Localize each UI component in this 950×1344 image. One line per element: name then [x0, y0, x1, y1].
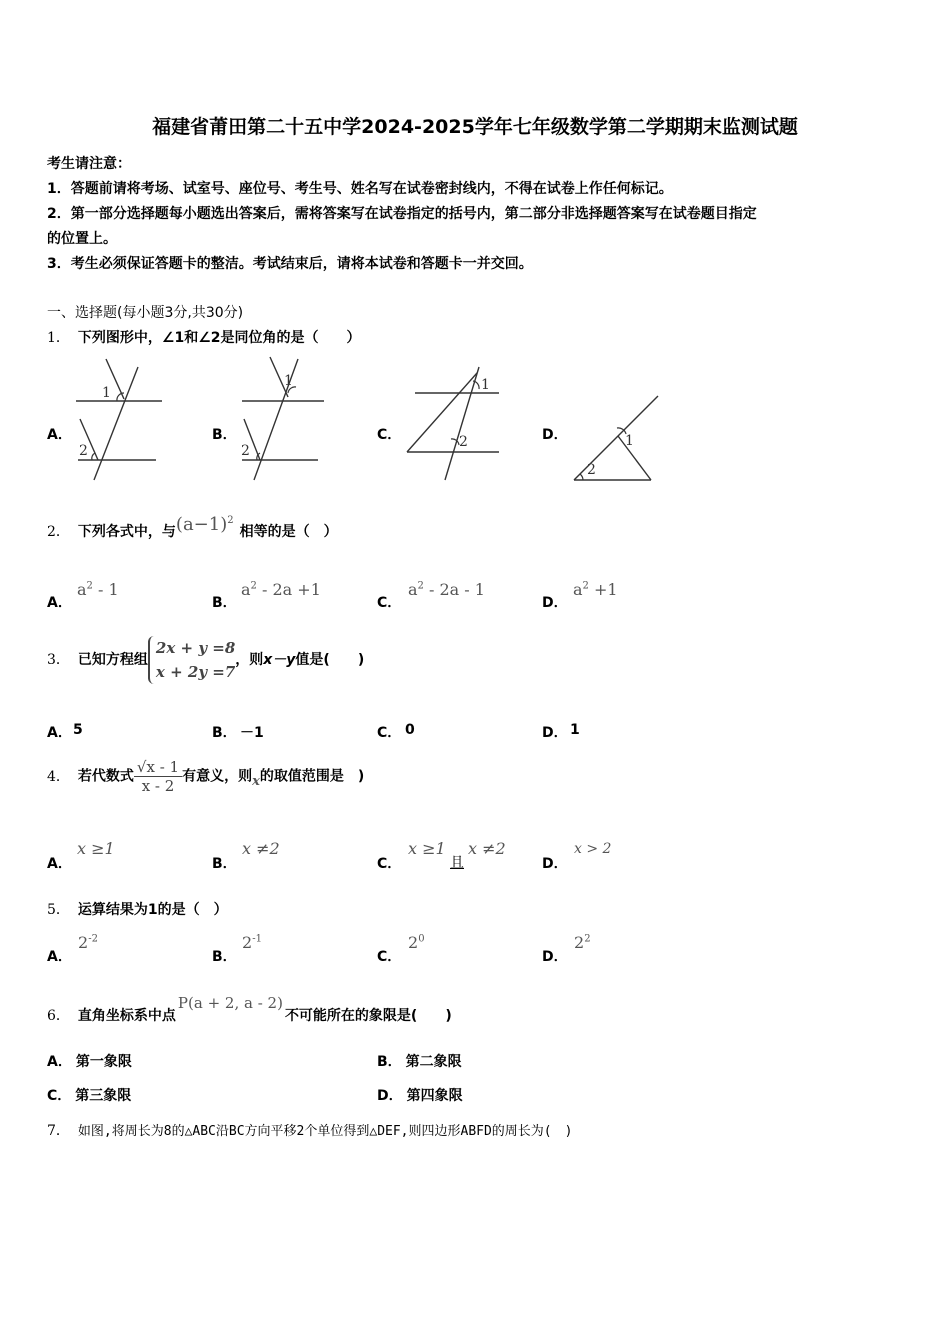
- question-text: 下列图形中，∠1和∠2是同位角的是（ ）: [77, 330, 361, 346]
- angle-2-label: 2: [459, 434, 468, 450]
- option-c-expr-2: x ≠2: [468, 839, 506, 858]
- figure-a: [76, 357, 166, 482]
- notice-heading: 考生请注意：: [47, 156, 131, 172]
- option-label: C．: [377, 949, 402, 965]
- option-d-value: 1: [570, 722, 580, 738]
- question-1: [47, 327, 361, 347]
- angle-1-label: 1: [102, 385, 111, 401]
- option-c-value: 0: [405, 722, 415, 738]
- option-b: B． 第二象限: [377, 1054, 462, 1070]
- question-text: 若代数式: [77, 768, 134, 785]
- question-number: 6．: [47, 1008, 70, 1024]
- option-d: D． 第四象限: [377, 1088, 463, 1104]
- question-7: [47, 1120, 572, 1140]
- option-label: A．: [47, 949, 72, 965]
- figure-d: [570, 390, 665, 485]
- question-number: 3．: [47, 652, 70, 668]
- option-c-expr: x ≥1: [408, 839, 446, 858]
- option-label: A．: [47, 725, 72, 741]
- variable: x: [252, 773, 260, 789]
- option-label: C．: [377, 856, 402, 872]
- question-number: 4．: [47, 768, 70, 785]
- notice-item: 1．答题前请将考场、试室号、座位号、考生号、姓名写在试卷密封线内，不得在试卷上作任何标记。: [47, 181, 673, 197]
- question-text: ，则: [235, 652, 264, 668]
- option-label: D．: [542, 949, 568, 965]
- and-word: 且: [450, 855, 464, 871]
- option-d-expr: x > 2: [574, 841, 612, 857]
- question-4: [47, 758, 364, 795]
- notice-item: 3．考生必须保证答题卡的整洁。考试结束后，请将本试卷和答题卡一并交回。: [47, 256, 533, 272]
- option-label: A．: [47, 595, 72, 611]
- option-d-expr: $2^2$: [574, 933, 591, 952]
- option-label: D．: [542, 856, 568, 872]
- option-label: D．: [542, 595, 568, 611]
- option-a-expr: $2^{-2}$: [78, 933, 98, 952]
- question-text: 有意义，则: [182, 768, 253, 785]
- page-title: 福建省莆田第二十五中学2024-2025学年七年级数学第二学期期末监测试题: [152, 116, 798, 138]
- option-label: B．: [212, 949, 237, 965]
- point-expression: P(a + 2, a - 2): [177, 994, 283, 1012]
- option-label: B．: [212, 725, 237, 741]
- question-text: 已知方程组: [77, 652, 148, 668]
- angle-2-label: 2: [79, 443, 88, 459]
- fraction: $\frac{√x - 1}{x - 2}$: [134, 758, 182, 795]
- expression: x－y: [263, 652, 296, 668]
- question-text: 运算结果为1的是（ ）: [77, 902, 228, 918]
- figure-c: [403, 357, 503, 482]
- angle-1-label: 1: [625, 433, 634, 449]
- question-number: 7．: [47, 1123, 70, 1139]
- notice-item: 的位置上。: [47, 231, 117, 247]
- option-label: C．: [377, 595, 402, 611]
- question-5: [47, 899, 228, 919]
- question-6: [47, 994, 452, 1025]
- angle-2-label: 2: [587, 462, 596, 478]
- option-a-expr: x ≥1: [77, 839, 115, 858]
- question-2: [47, 514, 338, 541]
- option-label: C．: [377, 725, 402, 741]
- option-label: B．: [212, 595, 237, 611]
- option-label: A．: [47, 856, 72, 872]
- option-label: D．: [542, 725, 568, 741]
- angle-1-label: 1: [481, 377, 490, 393]
- option-a: A． 第一象限: [47, 1054, 132, 1070]
- option-label: D．: [542, 427, 568, 443]
- option-c: C． 第三象限: [47, 1088, 132, 1104]
- option-label: A．: [47, 427, 72, 443]
- option-b-value: －1: [240, 725, 264, 741]
- question-text: 如图,将周长为8的△ABC沿BC方向平移2个单位得到△DEF,则四边形ABFD的周长为( ): [77, 1124, 573, 1139]
- notice-item: 2．第一部分选择题每小题选出答案后，需将答案写在试卷指定的括号内，第二部分非选择题答案写在试卷题目指定: [47, 206, 757, 222]
- question-text: 相等的是（ ）: [239, 524, 338, 540]
- question-text: 直角坐标系中点: [77, 1008, 176, 1024]
- question-number: 2．: [47, 524, 70, 540]
- question-text: 下列各式中，与: [77, 524, 176, 540]
- angle-2-label: 2: [241, 443, 250, 459]
- option-c-expr: $a^2 - 2a - 1$: [408, 580, 485, 599]
- option-d-expr: $a^2 +1$: [573, 580, 618, 599]
- option-a-value: 5: [73, 722, 83, 738]
- equation-system: 2x + y =8 x + 2y =7: [148, 636, 235, 684]
- question-text: 的取值范围是 ): [259, 768, 365, 785]
- option-c-expr: $2^0$: [408, 933, 425, 952]
- option-label: B．: [212, 856, 237, 872]
- question-number: 5．: [47, 902, 70, 918]
- expression: $(a-1)^2$: [175, 514, 234, 535]
- question-number: 1．: [47, 330, 70, 346]
- option-label: C．: [377, 427, 402, 443]
- question-text: 不可能所在的象限是( ): [284, 1008, 452, 1024]
- section-heading: 一、选择题(每小题3分,共30分): [47, 305, 244, 321]
- option-b-expr: $a^2 - 2a +1$: [241, 580, 321, 599]
- angle-1-label: 1: [284, 373, 293, 389]
- option-b-expr: x ≠2: [242, 839, 280, 858]
- option-a-expr: $a^2 - 1$: [77, 580, 119, 599]
- option-label: B．: [212, 427, 237, 443]
- question-text: 值是( ): [295, 652, 365, 668]
- option-b-expr: $2^{-1}$: [242, 933, 262, 952]
- figure-b: [238, 357, 328, 482]
- question-3: [47, 636, 364, 684]
